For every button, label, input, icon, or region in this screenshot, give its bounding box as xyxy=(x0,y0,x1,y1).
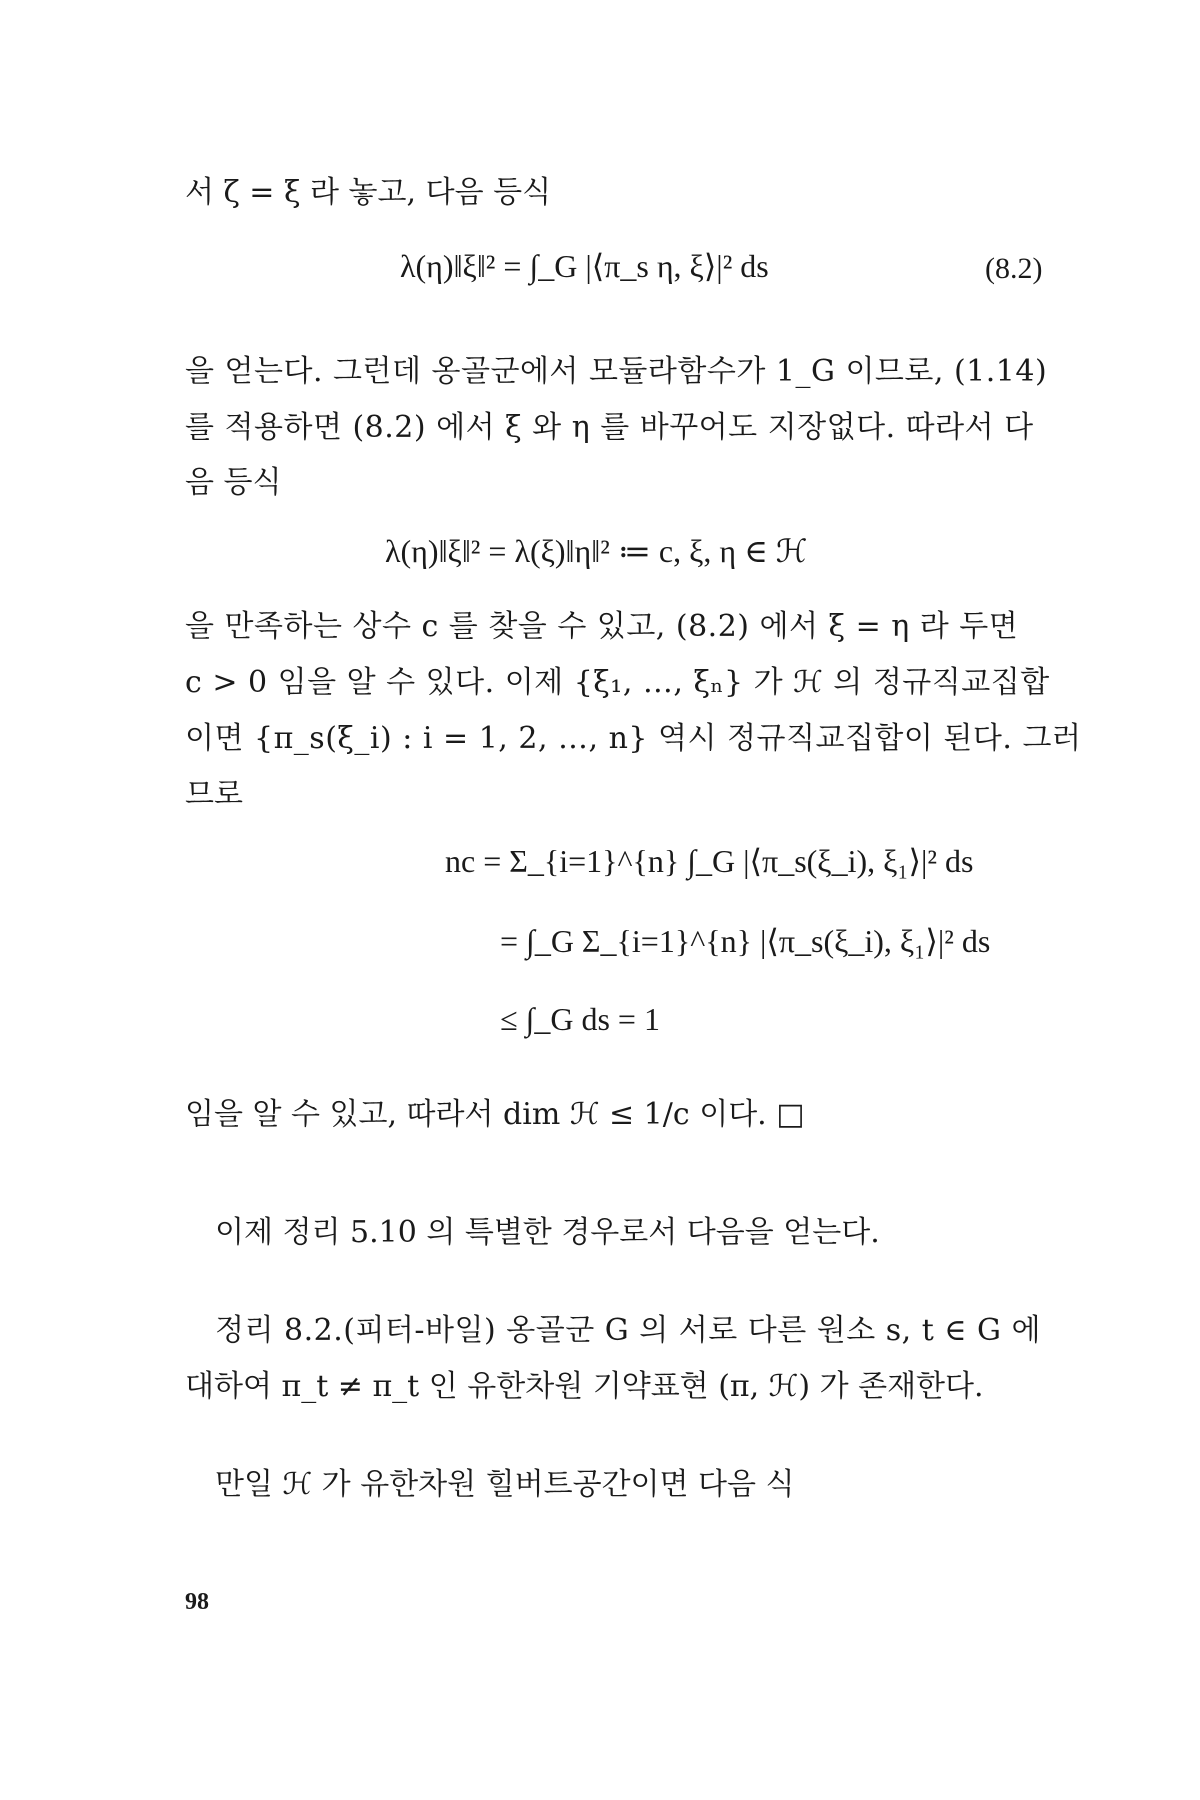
text-line-2: 을 얻는다. 그런데 옹골군에서 모듈라함수가 1_G 이므로, (1.14) xyxy=(185,354,1048,389)
theorem-8-2-line-2: 대하여 π_t ≠ π_t 인 유한차원 기약표현 (π, ℋ) 가 존재한다. xyxy=(185,1369,984,1404)
text-line-7: 이면 {π_s(ξ_i) : i = 1, 2, …, n} 역시 정규직교집합이 된다. 그러 xyxy=(185,721,1082,756)
text-line-10: 이제 정리 5.10 의 특별한 경우로서 다음을 얻는다. xyxy=(215,1215,880,1250)
equation-nc-line-3: ≤ ∫_G ds = 1 xyxy=(500,1001,660,1037)
equation-constant-c: λ(η)‖ξ‖² = λ(ξ)‖η‖² ≔ c, ξ, η ∈ ℋ xyxy=(385,533,808,569)
text-line-4: 음 등식 xyxy=(185,465,282,500)
page-number: 98 xyxy=(185,1589,209,1615)
text-line-9: 임을 알 수 있고, 따라서 dim ℋ ≤ 1/c 이다. □ xyxy=(185,1097,805,1132)
text-line-1: 서 ζ = ξ 라 놓고, 다음 등식 xyxy=(185,175,552,210)
equation-nc-line-2: = ∫_G Σ_{i=1}^{n} |⟨π_s(ξ_i), ξ₁⟩|² ds xyxy=(500,923,991,959)
text-line-3: 를 적용하면 (8.2) 에서 ξ 와 η 를 바꾸어도 지장없다. 따라서 다 xyxy=(185,410,1034,445)
text-line-8: 므로 xyxy=(185,777,243,812)
equation-number-8-2: (8.2) xyxy=(985,252,1043,285)
text-line-13: 만일 ℋ 가 유한차원 힐버트공간이면 다음 식 xyxy=(215,1467,795,1502)
equation-nc-line-1: nc = Σ_{i=1}^{n} ∫_G |⟨π_s(ξ_i), ξ₁⟩|² ds xyxy=(445,843,974,879)
text-line-5: 을 만족하는 상수 c 를 찾을 수 있고, (8.2) 에서 ξ = η 라 두면 xyxy=(185,609,1019,644)
theorem-8-2-line-1: 정리 8.2.(피터-바일) 옹골군 G 의 서로 다른 원소 s, t ∈ G 에 xyxy=(215,1313,1042,1348)
equation-8-2: λ(η)‖ξ‖² = ∫_G |⟨π_s η, ξ⟩|² ds xyxy=(400,248,769,284)
text-line-6: c > 0 임을 알 수 있다. 이제 {ξ₁, …, ξₙ} 가 ℋ 의 정규직교집합 xyxy=(185,665,1050,700)
